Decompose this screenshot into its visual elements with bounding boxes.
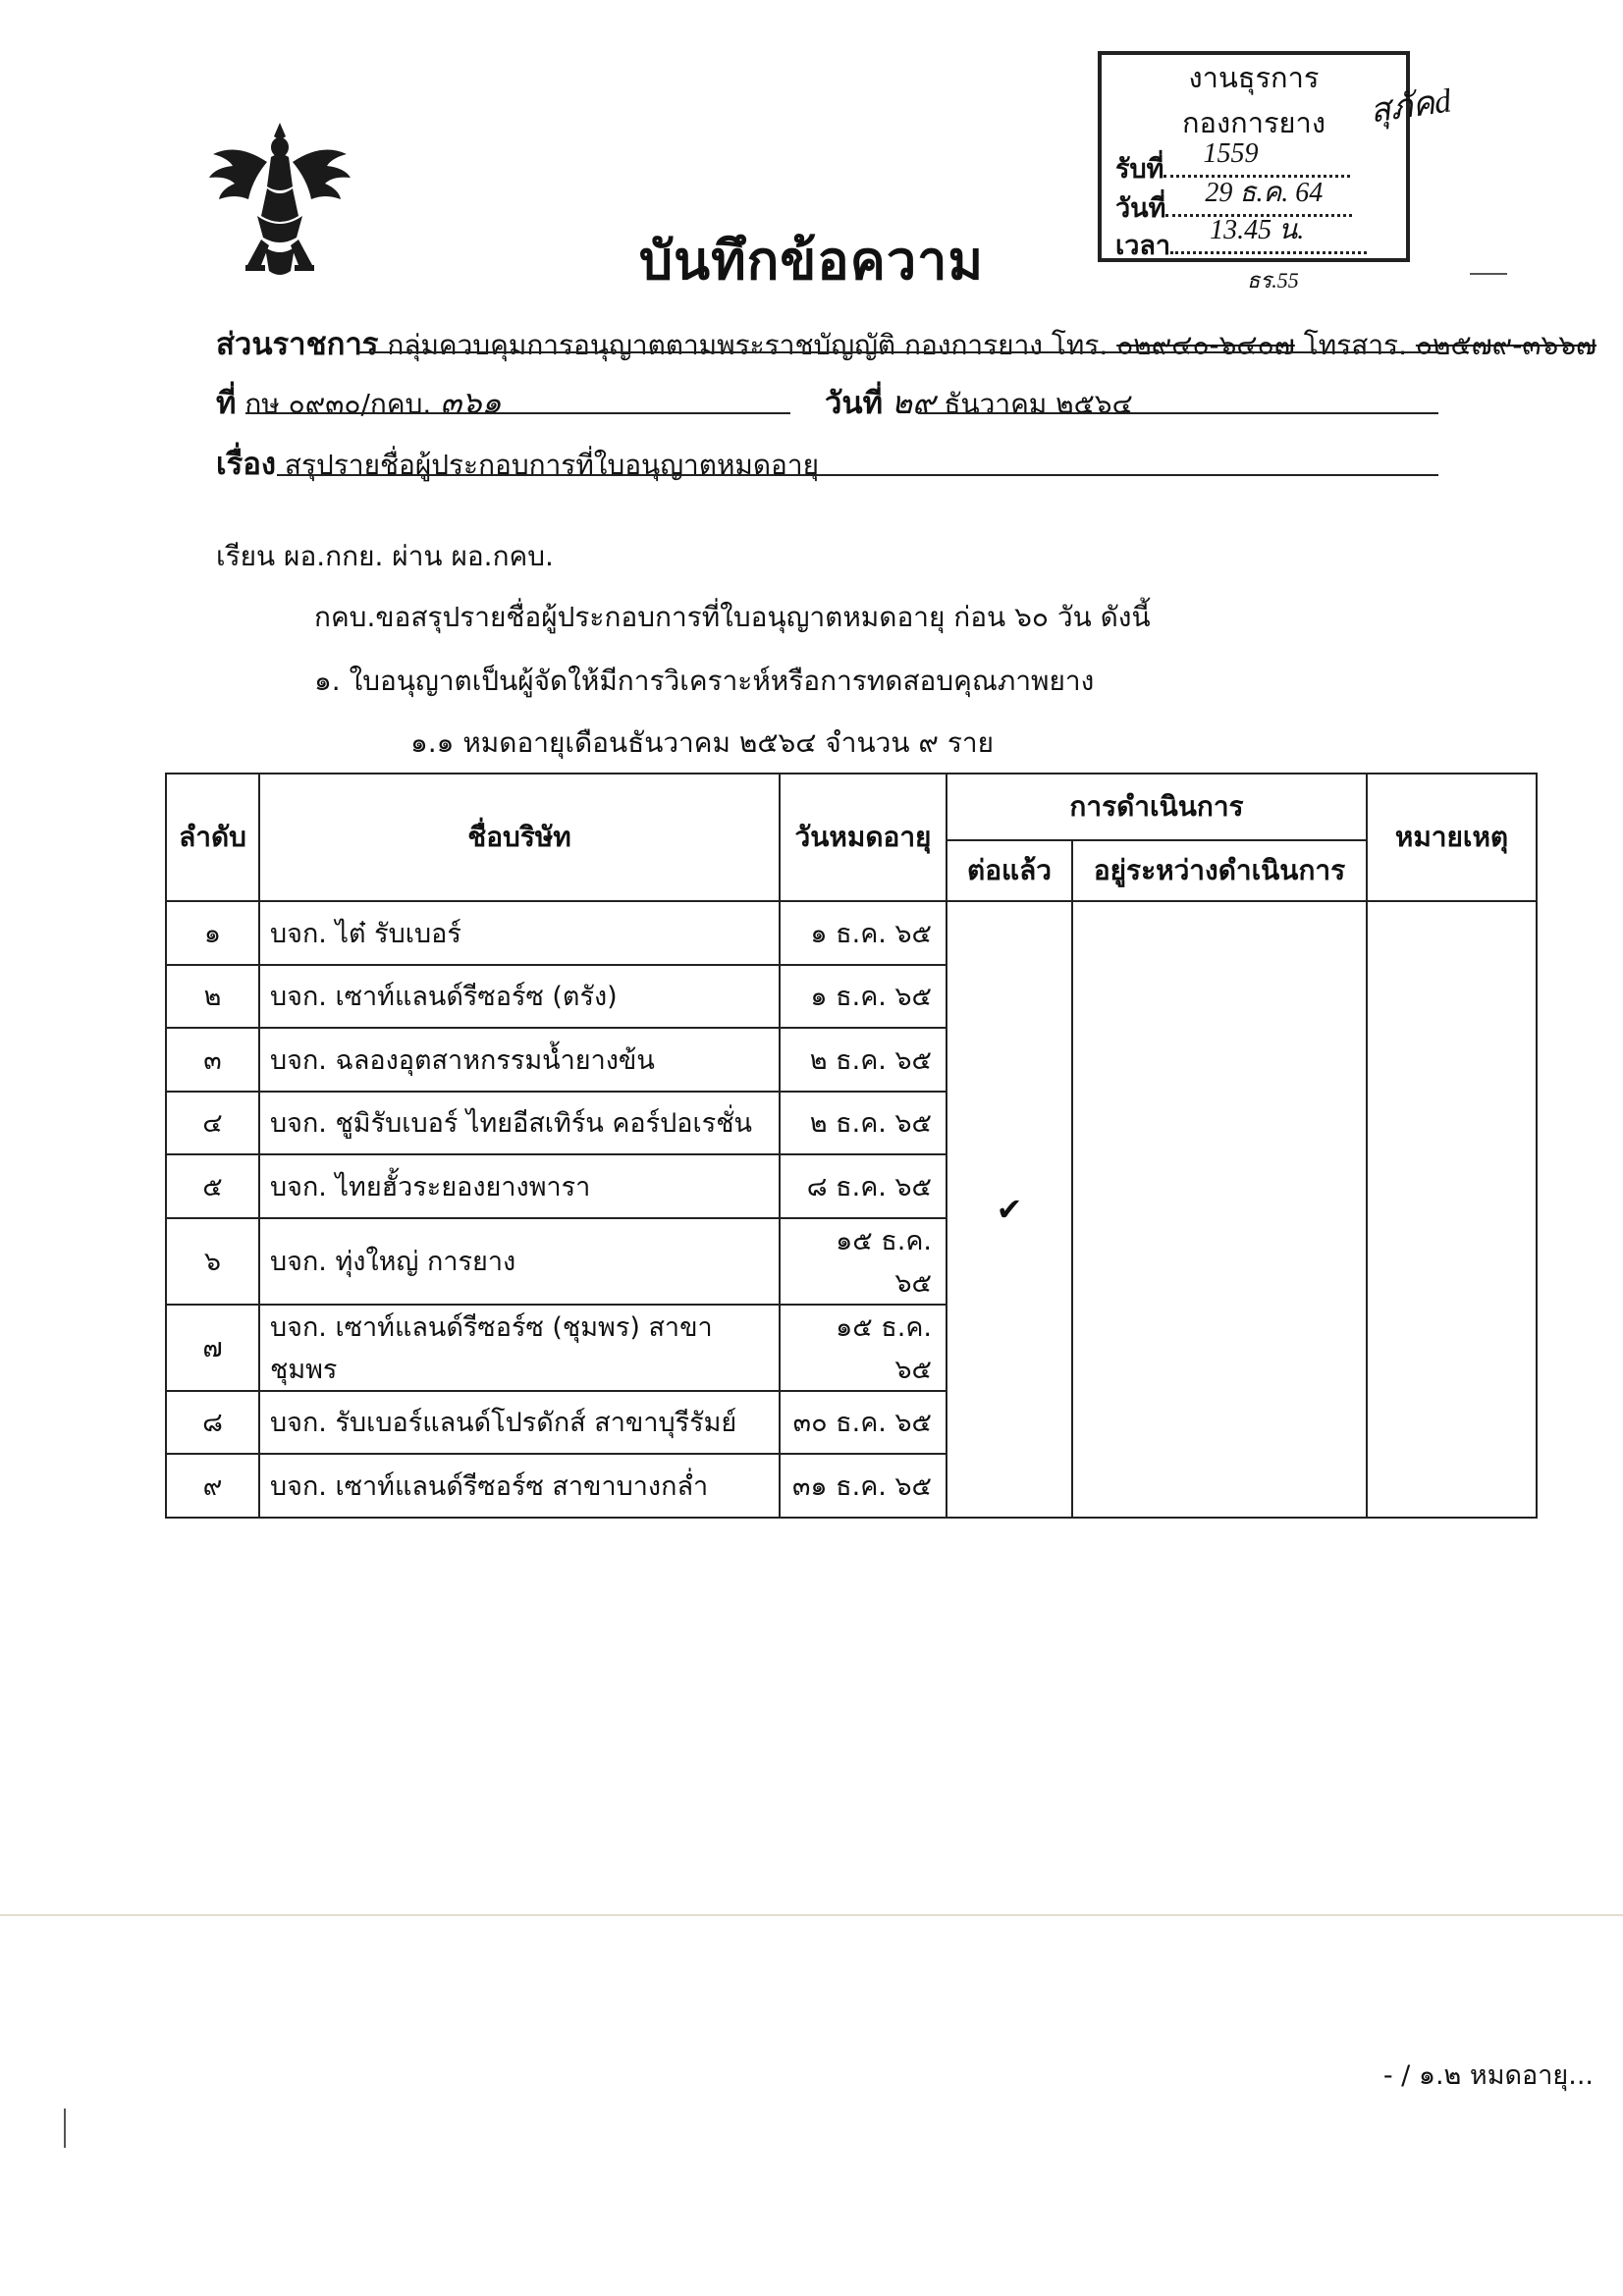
row-company: บจก. รับเบอร์แลนด์โปรดักส์ สาขาบุรีรัมย์ — [259, 1391, 780, 1455]
row-expiry: ๑ ธ.ค. ๖๕ — [780, 965, 947, 1029]
stamp-initials: สุภัคd — [1368, 82, 1454, 131]
row-company: บจก. เซาท์แลนด์รีซอร์ซ (ตรัง) — [259, 965, 780, 1029]
table-row — [166, 901, 1537, 965]
document-title: บันทึกข้อความ — [638, 230, 985, 292]
row-company: บจก. ชูมิรับเบอร์ ไทยอีสเทิร์น คอร์ปอเรชั่น — [259, 1092, 780, 1155]
remark-cell — [1367, 901, 1537, 1518]
agency-phone: ๐๒๙๔๐-๖๔๐๗ — [1116, 329, 1295, 361]
header-company: ชื่อบริษัท — [259, 774, 780, 901]
agency-row — [216, 319, 1596, 368]
reference-label: ที่ — [216, 386, 237, 421]
renewed-cell — [947, 901, 1072, 1518]
continuation-note: - / ๑.๒ หมดอายุ... — [1382, 2060, 1594, 2091]
row-expiry: ๒ ธ.ค. ๖๕ — [780, 1092, 947, 1155]
reference-number: ๓๖๑ — [440, 385, 502, 420]
subject-value: สรุปรายชื่อผู้ประกอบการที่ใบอนุญาตหมดอายุ — [284, 449, 819, 481]
fax-number: ๐๒๕๗๙-๓๖๖๗ — [1415, 329, 1597, 361]
row-expiry: ๓๐ ธ.ค. ๖๕ — [780, 1391, 947, 1455]
agency-label: ส่วนราชการ — [216, 327, 379, 362]
date-day: ๒๙ — [891, 385, 936, 420]
row-no: ๕ — [166, 1154, 259, 1218]
agency-value: กลุ่มควบคุมการอนุญาตตามพระราชบัญญัติ กองการยาง โทร. — [387, 329, 1109, 361]
row-company: บจก. ฉลองอุตสาหกรรมน้ำยางข้น — [259, 1028, 780, 1092]
stamp-receive-label: รับที่ — [1115, 154, 1164, 185]
item-1-1: ๑.๑ หมดอายุเดือนธันวาคม ๒๕๖๔ จำนวน ๙ ราย — [410, 726, 994, 759]
stamp-division: กองการยาง — [1182, 106, 1325, 139]
row-no: ๖ — [166, 1218, 259, 1305]
item-1: ๑. ใบอนุญาตเป็นผู้จัดให้มีการวิเคราะห์หรือการทดสอบคุณภาพยาง — [314, 665, 1095, 697]
stamp-date-label: วันที่ — [1115, 193, 1166, 224]
date-rest: ธันวาคม ๒๕๖๔ — [944, 388, 1133, 420]
header-no: ลำดับ — [166, 774, 259, 901]
row-expiry: ๑๕ ธ.ค. ๖๕ — [780, 1305, 947, 1391]
row-no: ๗ — [166, 1305, 259, 1391]
reference-row — [216, 378, 502, 428]
row-expiry: ๓๑ ธ.ค. ๖๕ — [780, 1454, 947, 1518]
row-no: ๔ — [166, 1092, 259, 1155]
row-expiry: ๑๕ ธ.ค. ๖๕ — [780, 1218, 947, 1305]
in-progress-cell — [1072, 901, 1367, 1518]
row-company: บจก. ทุ่งใหญ่ การยาง — [259, 1218, 780, 1305]
date-row — [825, 378, 1133, 428]
scan-mark — [64, 2109, 66, 2148]
stamp-receive-value: 1559 — [1203, 138, 1259, 169]
stamp-date-value: 29 ธ.ค. 64 — [1205, 178, 1324, 208]
reference-value: กษ ๐๙๓๐/กคบ. — [244, 388, 432, 420]
stamp-time-value: 13.45 น. — [1210, 215, 1305, 245]
row-company: บจก. เซาท์แลนด์รีซอร์ซ (ชุมพร) สาขาชุมพร — [259, 1305, 780, 1391]
salutation: เรียน ผอ.กกย. ผ่าน ผอ.กคบ. — [216, 540, 554, 572]
subject-row — [216, 439, 819, 488]
date-label: วันที่ — [825, 386, 884, 421]
check-mark-icon: ✔ — [996, 1190, 1023, 1228]
row-company: บจก. ไทยฮั้วระยองยางพารา — [259, 1154, 780, 1218]
row-company: บจก. เซาท์แลนด์รีซอร์ซ สาขาบางกล่ำ — [259, 1454, 780, 1518]
header-remark: หมายเหตุ — [1367, 774, 1537, 901]
stamp-time-label: เวลา — [1115, 231, 1171, 261]
row-expiry: ๘ ธ.ค. ๖๕ — [780, 1154, 947, 1218]
scan-mark — [1470, 273, 1507, 275]
row-no: ๓ — [166, 1028, 259, 1092]
scan-fold-line — [0, 1914, 1623, 1916]
row-expiry: ๒ ธ.ค. ๖๕ — [780, 1028, 947, 1092]
stamp-dept: งานธุรการ — [1188, 61, 1320, 94]
row-no: ๒ — [166, 965, 259, 1029]
row-no: ๘ — [166, 1391, 259, 1455]
expiry-table — [165, 773, 1538, 1519]
row-no: ๑ — [166, 901, 259, 965]
header-expiry: วันหมดอายุ — [780, 774, 947, 901]
stamp-code: ธร.55 — [1247, 268, 1299, 293]
header-action: การดำเนินการ — [947, 774, 1367, 840]
row-company: บจก. ไต๋ รับเบอร์ — [259, 901, 780, 965]
header-renewed: ต่อแล้ว — [947, 840, 1072, 901]
row-no: ๙ — [166, 1454, 259, 1518]
subject-label: เรื่อง — [216, 447, 277, 482]
header-in-progress: อยู่ระหว่างดำเนินการ — [1072, 840, 1367, 901]
intro-paragraph: กคบ.ขอสรุปรายชื่อผู้ประกอบการที่ใบอนุญาตหมดอายุ ก่อน ๖๐ วัน ดังนี้ — [314, 601, 1151, 633]
fax-label: โทรสาร. — [1303, 329, 1407, 361]
row-expiry: ๑ ธ.ค. ๖๕ — [780, 901, 947, 965]
